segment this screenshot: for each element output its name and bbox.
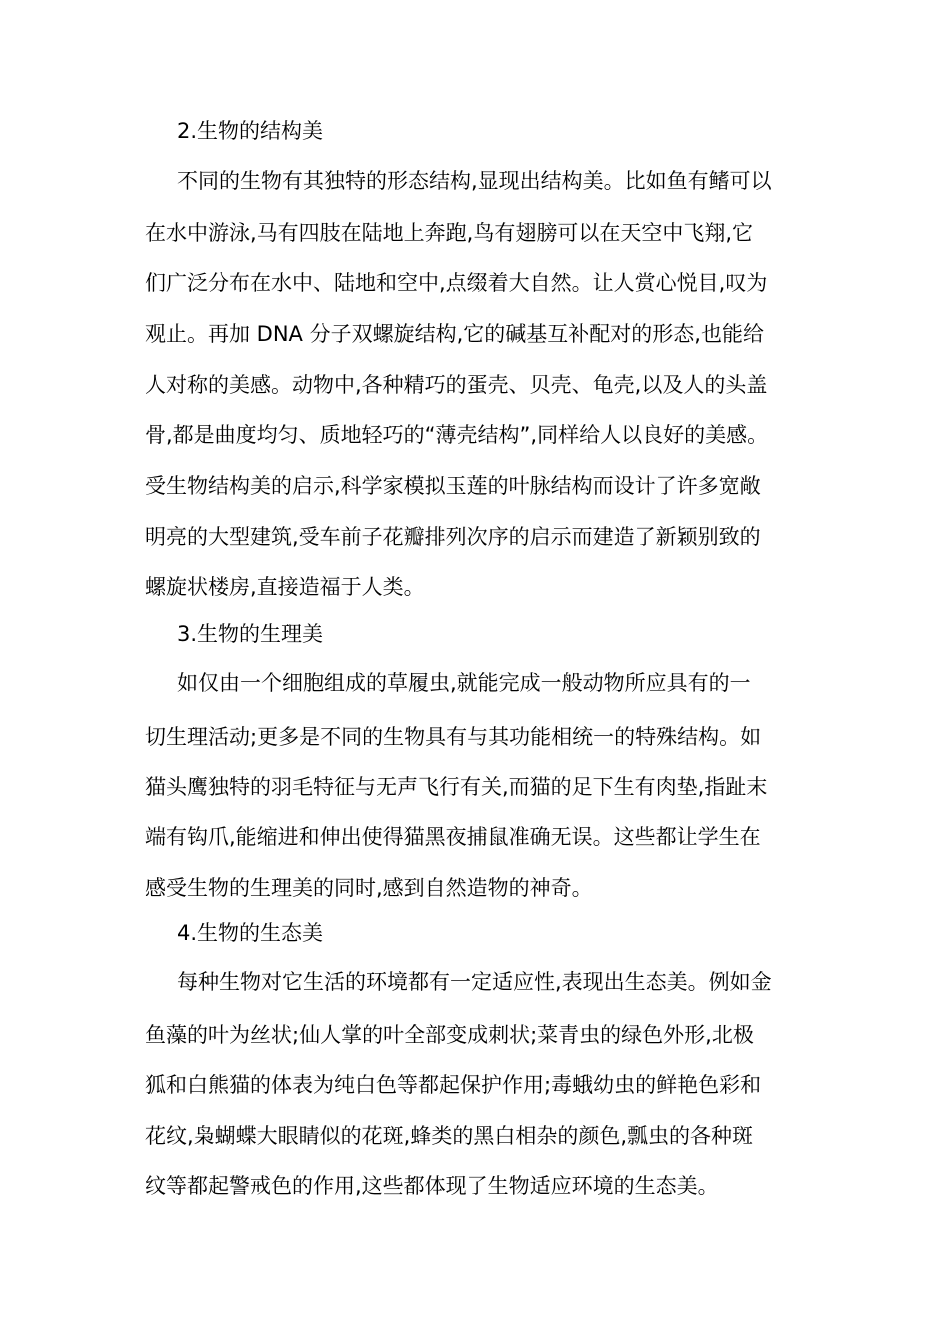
paragraph-line: 如仅由一个细胞组成的草履虫,就能完成一般动物所应具有的一 — [177, 671, 751, 695]
paragraph-line: 每种生物对它生活的环境都有一定适应性,表现出生态美。例如金 — [177, 970, 772, 994]
paragraph-line: 在水中游泳,马有四肢在陆地上奔跑,鸟有翅膀可以在天空中飞翔,它 — [145, 221, 754, 245]
paragraph-line: 螺旋状楼房,直接造福于人类。 — [145, 575, 425, 599]
paragraph-line: 骨,都是曲度均匀、质地轻巧的“薄壳结构”,同样给人以良好的美感。 — [145, 423, 769, 447]
paragraph-line: 鱼藻的叶为丝状;仙人掌的叶全部变成刺状;菜青虫的绿色外形,北极 — [145, 1023, 754, 1047]
section-heading: 2.生物的结构美 — [177, 119, 324, 143]
paragraph-line: 端有钩爪,能缩进和伸出使得猫黑夜捕鼠准确无误。这些都让学生在 — [145, 825, 761, 849]
paragraph-line: 明亮的大型建筑,受车前子花瓣排列次序的启示而建造了新颖别致的 — [145, 525, 761, 549]
paragraph-line: 纹等都起警戒色的作用,这些都体现了生物适应环境的生态美。 — [145, 1174, 719, 1198]
paragraph-line: 人对称的美感。动物中,各种精巧的蛋壳、贝壳、龟壳,以及人的头盖 — [145, 373, 768, 397]
paragraph-line: 不同的生物有其独特的形态结构,显现出结构美。比如鱼有鳍可以 — [177, 169, 772, 193]
paragraph-line: 受生物结构美的启示,科学家模拟玉莲的叶脉结构而设计了许多宽敞 — [145, 474, 761, 498]
paragraph-line: 感受生物的生理美的同时,感到自然造物的神奇。 — [145, 876, 593, 900]
paragraph-line: 狐和白熊猫的体表为纯白色等都起保护作用;毒蛾幼虫的鲜艳色彩和 — [145, 1073, 762, 1097]
paragraph-line: 观止。再加 DNA 分子双螺旋结构,它的碱基互补配对的形态,也能给 — [145, 322, 764, 346]
section-heading: 3.生物的生理美 — [177, 622, 324, 646]
paragraph-line: 花纹,枭蝴蝶大眼睛似的花斑,蜂类的黑白相杂的颜色,瓢虫的各种斑 — [145, 1124, 754, 1148]
paragraph-line: 猫头鹰独特的羽毛特征与无声飞行有关,而猫的足下生有肉垫,指趾末 — [145, 775, 768, 799]
paragraph-line: 们广泛分布在水中、陆地和空中,点缀着大自然。让人赏心悦目,叹为 — [145, 271, 768, 295]
paragraph-line: 切生理活动;更多是不同的生物具有与其功能相统一的特殊结构。如 — [145, 725, 762, 749]
section-heading: 4.生物的生态美 — [177, 921, 324, 945]
